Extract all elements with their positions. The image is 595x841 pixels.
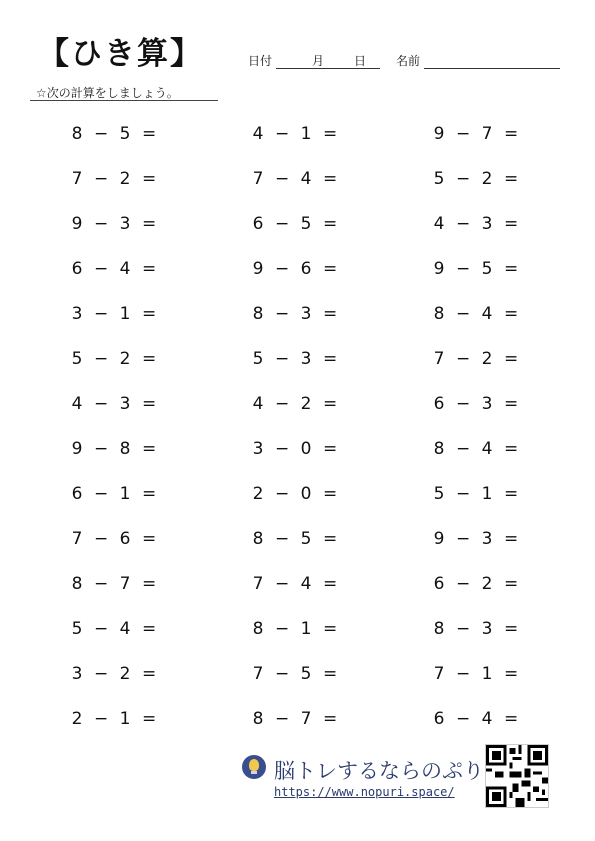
subtraction-problem: [432, 348, 522, 370]
subtrahend: 3: [300, 349, 312, 369]
subtraction-problem: [432, 168, 522, 190]
minuend: 8: [252, 304, 264, 324]
subtraction-problem: [70, 123, 160, 145]
subtrahend: 2: [481, 349, 493, 369]
subtraction-problem: [70, 438, 160, 460]
subtrahend: 7: [119, 574, 131, 594]
subtraction-problem: [70, 168, 160, 190]
subtraction-problem: [432, 258, 522, 280]
minuend: 3: [252, 439, 264, 459]
subtrahend: 7: [481, 124, 493, 144]
minuend: 9: [433, 529, 445, 549]
subtraction-problem: [70, 528, 160, 550]
minus-sign: −: [275, 349, 290, 369]
equals-sign: =: [323, 349, 338, 369]
minus-sign: −: [456, 349, 471, 369]
subtrahend: 2: [119, 169, 131, 189]
subtrahend: 3: [119, 394, 131, 414]
minuend: 8: [433, 619, 445, 639]
minuend: 8: [433, 439, 445, 459]
subtraction-problem: [432, 708, 522, 730]
minus-sign: −: [94, 574, 109, 594]
subtraction-problem: [70, 393, 160, 415]
subtraction-problem: [251, 168, 341, 190]
subtraction-problem: [70, 573, 160, 595]
minuend: 9: [71, 439, 83, 459]
minuend: 8: [433, 304, 445, 324]
minus-sign: −: [275, 169, 290, 189]
minuend: 2: [71, 709, 83, 729]
minuend: 7: [433, 349, 445, 369]
equals-sign: =: [504, 439, 519, 459]
minuend: 6: [252, 214, 264, 234]
equals-sign: =: [323, 394, 338, 414]
subtraction-problem: [251, 303, 341, 325]
subtraction-problem: [251, 258, 341, 280]
minus-sign: −: [456, 664, 471, 684]
subtrahend: 3: [481, 214, 493, 234]
minuend: 7: [252, 664, 264, 684]
minus-sign: −: [275, 214, 290, 234]
equals-sign: =: [323, 169, 338, 189]
equals-sign: =: [323, 259, 338, 279]
equals-sign: =: [142, 709, 157, 729]
date-label: 日付: [248, 54, 273, 68]
subtraction-problem: [432, 438, 522, 460]
minus-sign: −: [456, 439, 471, 459]
subtrahend: 7: [300, 709, 312, 729]
subtrahend: 5: [119, 124, 131, 144]
subtrahend: 4: [119, 259, 131, 279]
subtraction-problem: [70, 663, 160, 685]
equals-sign: =: [323, 124, 338, 144]
minuend: 4: [433, 214, 445, 234]
subtraction-problem: [432, 213, 522, 235]
subtraction-problem: [432, 618, 522, 640]
minus-sign: −: [94, 124, 109, 144]
minus-sign: −: [275, 304, 290, 324]
subtrahend: 1: [300, 619, 312, 639]
instruction-text: ☆次の計算をしましょう。: [36, 86, 179, 100]
minuend: 2: [252, 484, 264, 504]
minuend: 8: [252, 709, 264, 729]
subtrahend: 4: [481, 304, 493, 324]
brand-name: 脳トレするならのぷり: [274, 759, 484, 783]
minuend: 9: [433, 124, 445, 144]
subtrahend: 1: [119, 484, 131, 504]
minuend: 8: [71, 124, 83, 144]
subtrahend: 0: [300, 439, 312, 459]
subtrahend: 3: [119, 214, 131, 234]
subtrahend: 2: [481, 574, 493, 594]
minus-sign: −: [275, 439, 290, 459]
minus-sign: −: [456, 259, 471, 279]
subtrahend: 3: [481, 394, 493, 414]
subtraction-problem: [251, 528, 341, 550]
minus-sign: −: [456, 709, 471, 729]
equals-sign: =: [504, 664, 519, 684]
subtraction-problem: [432, 393, 522, 415]
equals-sign: =: [142, 124, 157, 144]
minus-sign: −: [275, 124, 290, 144]
subtraction-problem: [432, 663, 522, 685]
equals-sign: =: [323, 529, 338, 549]
minuend: 8: [252, 529, 264, 549]
equals-sign: =: [504, 304, 519, 324]
minus-sign: −: [94, 214, 109, 234]
minus-sign: −: [456, 169, 471, 189]
equals-sign: =: [504, 619, 519, 639]
subtrahend: 6: [300, 259, 312, 279]
equals-sign: =: [323, 484, 338, 504]
equals-sign: =: [142, 619, 157, 639]
equals-sign: =: [142, 169, 157, 189]
equals-sign: =: [142, 349, 157, 369]
subtrahend: 5: [300, 214, 312, 234]
minus-sign: −: [456, 214, 471, 234]
minuend: 5: [71, 349, 83, 369]
equals-sign: =: [504, 529, 519, 549]
equals-sign: =: [323, 439, 338, 459]
minuend: 5: [433, 169, 445, 189]
minus-sign: −: [275, 394, 290, 414]
minuend: 6: [433, 574, 445, 594]
equals-sign: =: [323, 619, 338, 639]
minus-sign: −: [275, 259, 290, 279]
subtraction-problem: [251, 348, 341, 370]
minuend: 6: [71, 259, 83, 279]
subtrahend: 5: [481, 259, 493, 279]
equals-sign: =: [142, 529, 157, 549]
minus-sign: −: [456, 394, 471, 414]
subtrahend: 2: [119, 349, 131, 369]
equals-sign: =: [504, 484, 519, 504]
subtrahend: 3: [481, 529, 493, 549]
equals-sign: =: [504, 259, 519, 279]
minus-sign: −: [456, 304, 471, 324]
subtraction-problem: [432, 123, 522, 145]
subtraction-problem: [70, 213, 160, 235]
subtrahend: 3: [481, 619, 493, 639]
minus-sign: −: [94, 664, 109, 684]
qr-code-icon: [485, 744, 549, 808]
minuend: 4: [252, 124, 264, 144]
equals-sign: =: [142, 439, 157, 459]
equals-sign: =: [323, 709, 338, 729]
subtraction-problem: [70, 258, 160, 280]
minus-sign: −: [456, 529, 471, 549]
minuend: 5: [252, 349, 264, 369]
subtraction-problem: [432, 573, 522, 595]
minus-sign: −: [275, 709, 290, 729]
equals-sign: =: [504, 169, 519, 189]
subtraction-problem: [70, 483, 160, 505]
equals-sign: =: [504, 709, 519, 729]
date-name-fields: [248, 48, 568, 70]
minus-sign: −: [94, 484, 109, 504]
minuend: 5: [71, 619, 83, 639]
minuend: 6: [433, 709, 445, 729]
minuend: 3: [71, 304, 83, 324]
subtraction-problem: [251, 618, 341, 640]
subtraction-problem: [70, 618, 160, 640]
worksheet-title: 【ひき算】: [38, 36, 203, 72]
minuend: 4: [252, 394, 264, 414]
subtrahend: 2: [119, 664, 131, 684]
subtraction-problem: [251, 663, 341, 685]
subtraction-problem: [432, 483, 522, 505]
minus-sign: −: [94, 709, 109, 729]
equals-sign: =: [142, 259, 157, 279]
subtrahend: 1: [300, 124, 312, 144]
subtrahend: 1: [481, 484, 493, 504]
subtraction-problem: [251, 213, 341, 235]
subtrahend: 5: [300, 529, 312, 549]
name-underline: [424, 68, 560, 69]
subtraction-problem: [251, 483, 341, 505]
minuend: 7: [252, 169, 264, 189]
equals-sign: =: [323, 664, 338, 684]
day-label: 日: [354, 54, 367, 68]
subtraction-problem: [432, 528, 522, 550]
equals-sign: =: [142, 484, 157, 504]
minuend: 9: [71, 214, 83, 234]
subtrahend: 1: [119, 304, 131, 324]
subtrahend: 4: [481, 439, 493, 459]
equals-sign: =: [142, 304, 157, 324]
minuend: 3: [71, 664, 83, 684]
minus-sign: −: [456, 484, 471, 504]
minus-sign: −: [456, 124, 471, 144]
minus-sign: −: [456, 619, 471, 639]
minus-sign: −: [275, 484, 290, 504]
lightbulb-icon: [242, 755, 266, 779]
subtraction-problem: [432, 303, 522, 325]
minuend: 7: [252, 574, 264, 594]
subtrahend: 3: [300, 304, 312, 324]
subtraction-problem: [70, 348, 160, 370]
subtraction-problem: [251, 708, 341, 730]
instruction-underline: [30, 100, 218, 101]
minus-sign: −: [94, 394, 109, 414]
subtraction-problem: [251, 123, 341, 145]
minus-sign: −: [94, 169, 109, 189]
minuend: 7: [71, 169, 83, 189]
minus-sign: −: [275, 664, 290, 684]
minus-sign: −: [94, 304, 109, 324]
minus-sign: −: [456, 574, 471, 594]
bulb-glass-icon: [249, 759, 259, 771]
subtrahend: 1: [119, 709, 131, 729]
equals-sign: =: [504, 349, 519, 369]
minuend: 9: [252, 259, 264, 279]
equals-sign: =: [323, 574, 338, 594]
minuend: 6: [71, 484, 83, 504]
minus-sign: −: [275, 574, 290, 594]
equals-sign: =: [142, 214, 157, 234]
minus-sign: −: [94, 529, 109, 549]
subtraction-problem: [251, 438, 341, 460]
minus-sign: −: [275, 619, 290, 639]
minus-sign: −: [94, 349, 109, 369]
subtrahend: 5: [300, 664, 312, 684]
equals-sign: =: [323, 304, 338, 324]
equals-sign: =: [142, 664, 157, 684]
minuend: 7: [433, 664, 445, 684]
subtrahend: 2: [481, 169, 493, 189]
equals-sign: =: [504, 574, 519, 594]
minuend: 8: [252, 619, 264, 639]
minus-sign: −: [94, 439, 109, 459]
equals-sign: =: [142, 394, 157, 414]
subtraction-problem: [251, 393, 341, 415]
site-url[interactable]: https://www.nopuri.space/: [274, 785, 455, 799]
equals-sign: =: [142, 574, 157, 594]
minus-sign: −: [94, 259, 109, 279]
subtraction-problem: [70, 303, 160, 325]
month-label: 月: [312, 54, 325, 68]
minus-sign: −: [275, 529, 290, 549]
subtrahend: 4: [119, 619, 131, 639]
minus-sign: −: [94, 619, 109, 639]
subtrahend: 4: [481, 709, 493, 729]
subtrahend: 4: [300, 169, 312, 189]
minuend: 9: [433, 259, 445, 279]
minuend: 8: [71, 574, 83, 594]
minuend: 6: [433, 394, 445, 414]
minuend: 4: [71, 394, 83, 414]
subtrahend: 1: [481, 664, 493, 684]
subtrahend: 6: [119, 529, 131, 549]
equals-sign: =: [504, 124, 519, 144]
subtrahend: 0: [300, 484, 312, 504]
subtraction-problem: [70, 708, 160, 730]
subtrahend: 4: [300, 574, 312, 594]
minuend: 5: [433, 484, 445, 504]
subtrahend: 8: [119, 439, 131, 459]
equals-sign: =: [504, 214, 519, 234]
equals-sign: =: [504, 394, 519, 414]
subtraction-problem: [251, 573, 341, 595]
name-label: 名前: [396, 54, 421, 68]
minuend: 7: [71, 529, 83, 549]
equals-sign: =: [323, 214, 338, 234]
subtrahend: 2: [300, 394, 312, 414]
bulb-base-icon: [251, 771, 257, 774]
